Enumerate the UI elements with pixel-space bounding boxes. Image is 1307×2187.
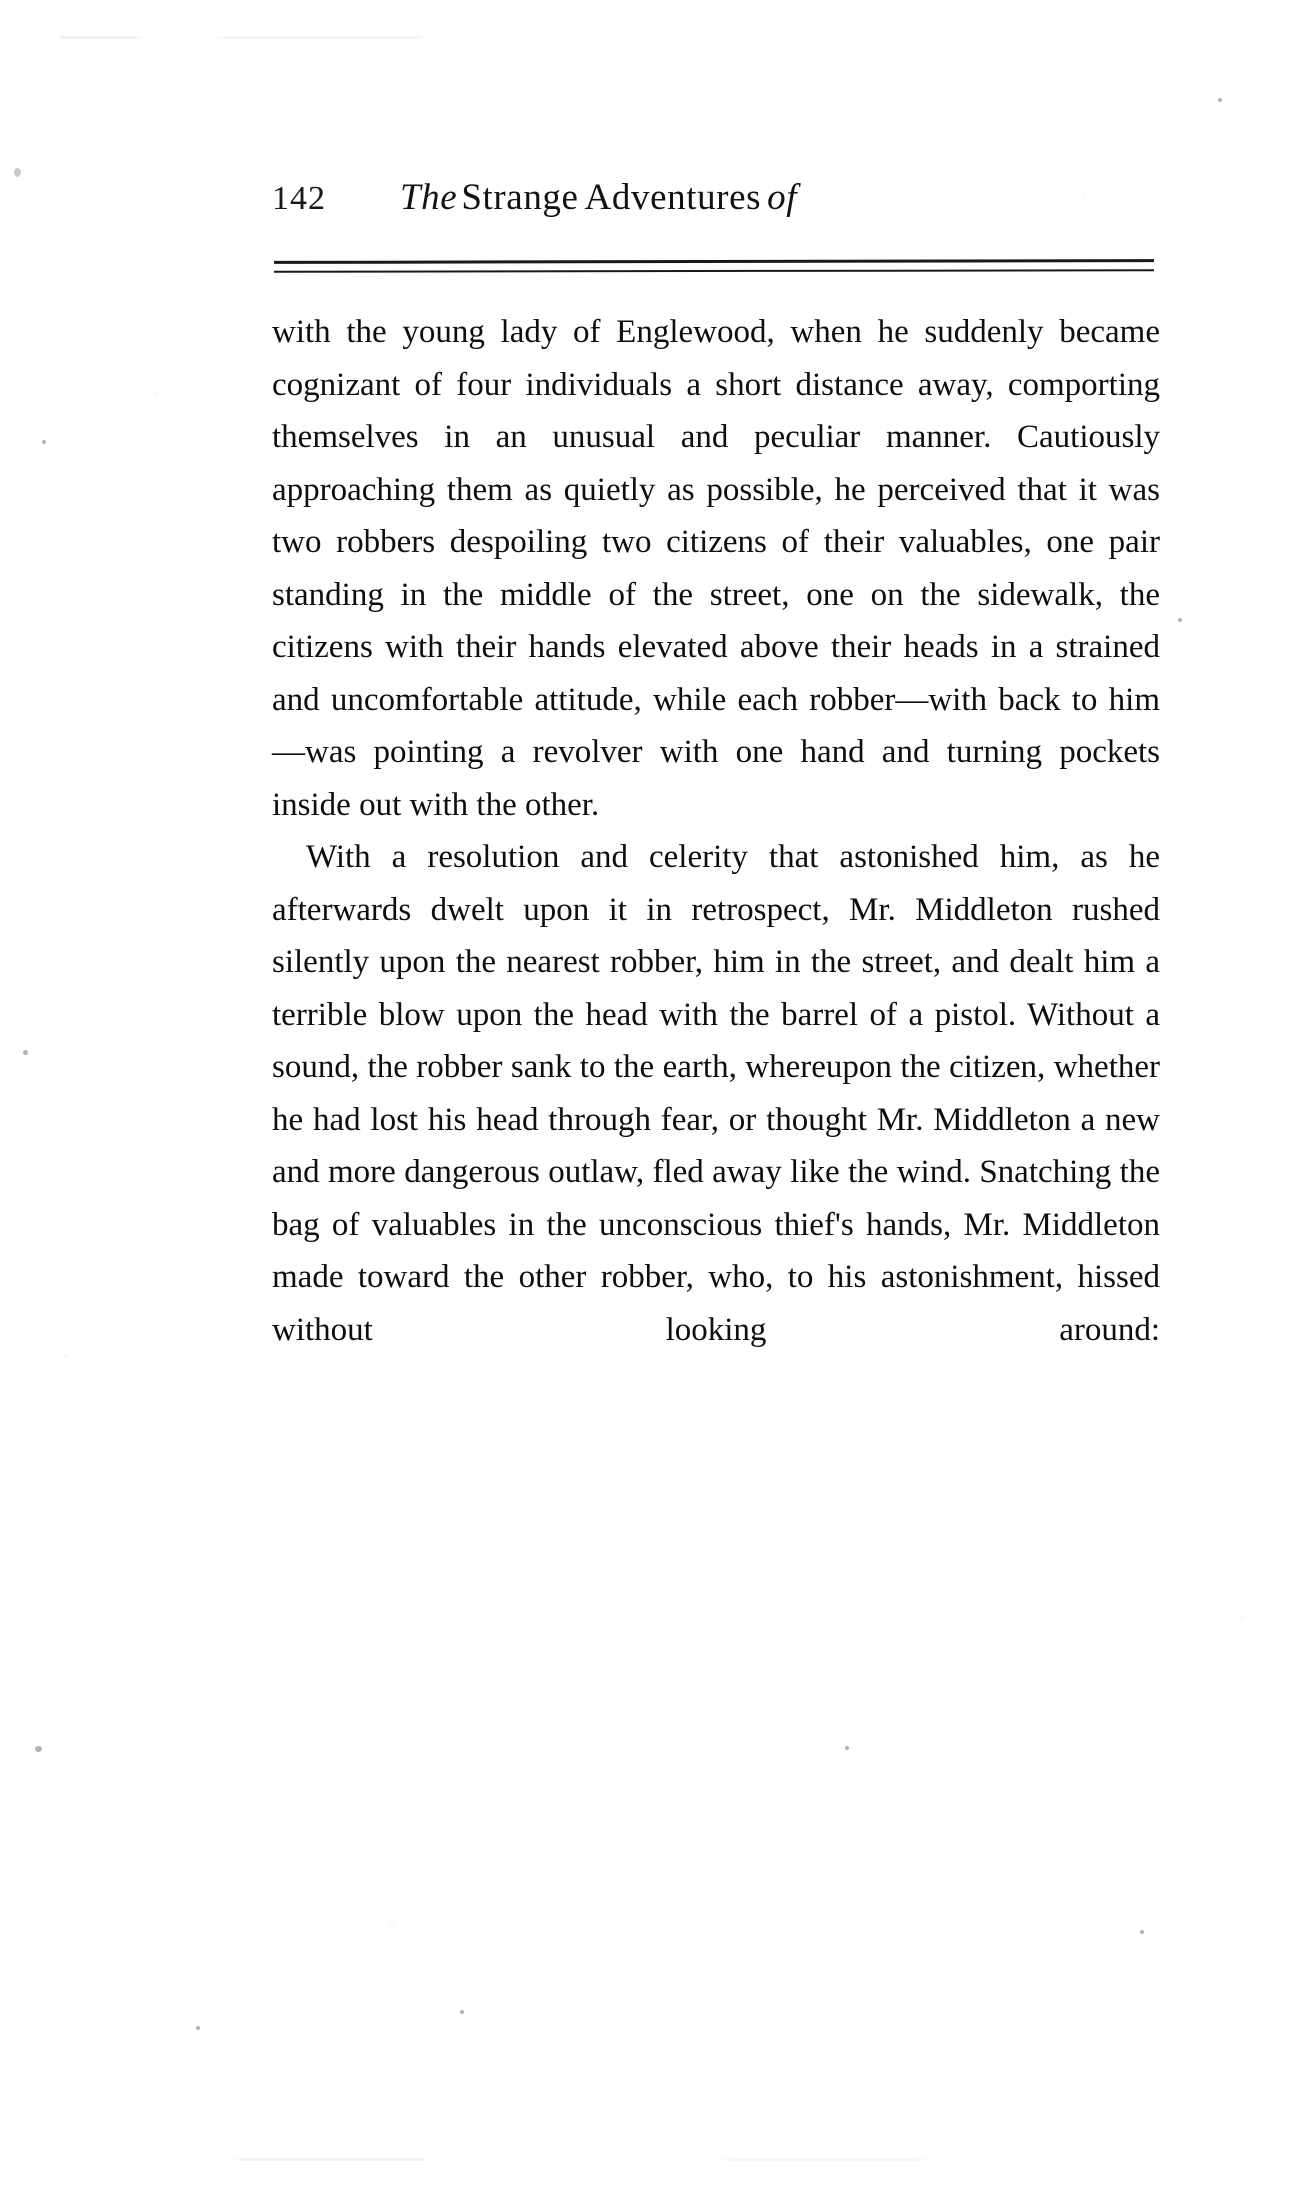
running-head (272, 176, 1182, 238)
header-rule-lower (274, 269, 1154, 273)
paper-speck (1140, 1930, 1144, 1934)
header-rule-upper (274, 259, 1154, 264)
body-text (272, 306, 1160, 1409)
paper-speck (845, 1746, 849, 1750)
paper-speck (196, 2026, 200, 2030)
paper-speck (35, 1746, 42, 1752)
running-head-title (400, 176, 801, 219)
paper-speck (42, 440, 46, 444)
page-number: 142 (272, 180, 326, 217)
paragraph: with the young lady of Englewood, when he suddenly became cognizant of four individuals a short distance away, comporting themselves in an unusual and peculiar manner. Cautiously approaching them as quietly as possible, he perceived that it was two robbers despoiling two citizens of their valuables, one pair standing in the middle of the street, one on the sidewalk, the citizens with their hands elevated above their heads in a strained and uncomfortable attitude, while each robber—with back to him—was pointing a revolver with one hand and turning pockets inside out with the other. (272, 314, 1160, 823)
running-head-word-adventures: Adventures (584, 177, 762, 218)
paper-speck (460, 2010, 464, 2014)
paper-speck (14, 168, 21, 177)
running-head-word-of: of (767, 177, 798, 218)
scan-edge-mark-bottom (150, 2158, 1187, 2161)
running-head-word-the: The (400, 177, 458, 218)
paper-speck (1218, 98, 1222, 102)
paper-speck (23, 1050, 28, 1055)
paragraph: With a resolution and celerity that astonished him, as he afterwards dwelt upon it in retrospect, Mr. Middleton rushed silently upon the nearest robber, him in the street, and dealt him a terrible blow upon the head with the barrel of a pistol. Without a sound, the robber sank to the earth, whereupon the citizen, whether he had lost his head through fear, or thought Mr. Middleton a new and more dangerous outlaw, fled away like the wind. Snatching the bag of valuables in the unconscious thief's hands, Mr. Middleton made toward the other robber, who, to his astonishment, hissed without looking around: (272, 839, 1160, 1348)
page-content (272, 176, 1182, 1409)
header-double-rule (274, 260, 1154, 272)
running-head-word-strange: Strange (461, 177, 579, 218)
scan-edge-mark-top (60, 36, 1247, 39)
